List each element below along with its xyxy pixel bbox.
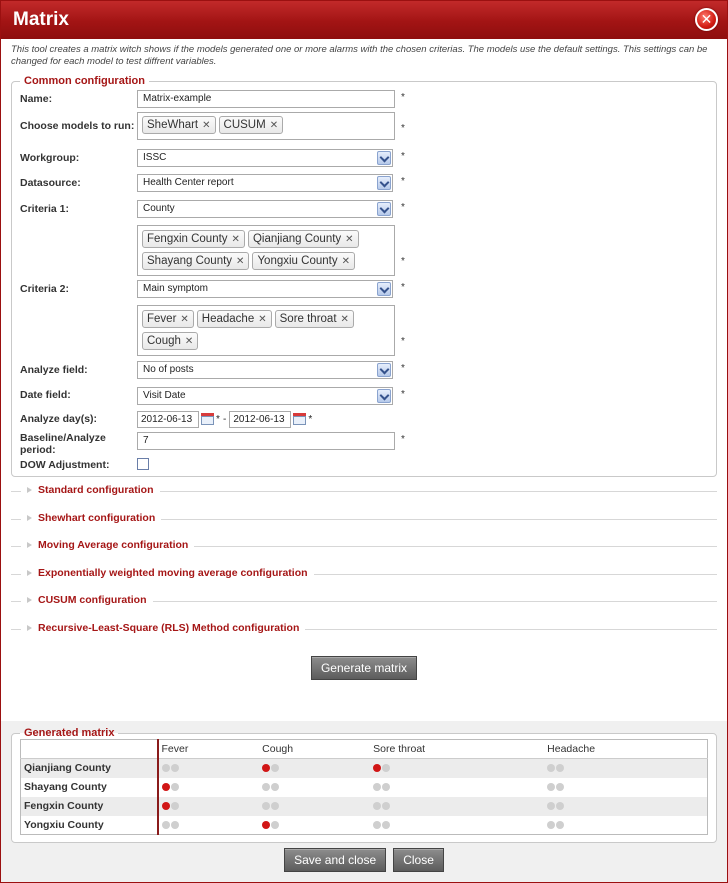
required-mark: * [401, 282, 405, 293]
alarm-dot-icon [162, 802, 170, 810]
name-input[interactable]: Matrix-example [137, 90, 395, 108]
section-title: Exponentially weighted moving average configuration [38, 566, 308, 579]
dialog-titlebar [1, 1, 727, 39]
chevron-down-icon[interactable] [377, 176, 391, 190]
section-standard[interactable] [11, 481, 717, 509]
no-alarm-dot-icon [262, 783, 270, 791]
remove-icon[interactable]: ✕ [341, 256, 350, 267]
chevron-down-icon[interactable] [377, 282, 391, 296]
expand-triangle-icon [27, 542, 32, 548]
criteria1-tag-label: Qianjiang County [252, 233, 342, 245]
no-alarm-dot-icon [547, 821, 555, 829]
criteria1-tag [248, 230, 359, 248]
section-moving-average[interactable] [11, 536, 717, 564]
matrix-cell [158, 797, 260, 816]
status-dot-icon [382, 783, 390, 791]
criteria2-tag-label: Cough [147, 335, 181, 347]
workgroup-label: Workgroup: [20, 152, 80, 164]
criteria2-select[interactable] [137, 280, 393, 298]
matrix-cell [544, 778, 707, 797]
required-mark: * [308, 414, 313, 425]
alarm-dot-icon [262, 764, 270, 772]
chevron-down-icon[interactable] [377, 202, 391, 216]
section-title: Recursive-Least-Square (RLS) Method configuration [38, 621, 300, 634]
status-dot-icon [271, 821, 279, 829]
section-shewhart[interactable] [11, 509, 717, 537]
close-button[interactable]: Close [393, 848, 444, 872]
close-icon[interactable]: ✕ [695, 8, 718, 31]
required-mark: * [401, 389, 405, 400]
no-alarm-dot-icon [547, 783, 555, 791]
status-dot-icon [556, 783, 564, 791]
criteria1-label: Criteria 1: [20, 203, 70, 215]
remove-icon[interactable]: ✕ [269, 120, 279, 131]
table-row [21, 759, 708, 778]
matrix-cell [370, 778, 544, 797]
section-label[interactable] [21, 512, 161, 524]
remove-icon[interactable]: ✕ [231, 234, 240, 245]
section-title: Moving Average configuration [38, 539, 189, 551]
workgroup-select[interactable] [137, 149, 393, 167]
chevron-down-icon[interactable] [377, 363, 391, 377]
column-header: Headache [544, 740, 707, 759]
common-configuration-legend: Common configuration [24, 75, 145, 87]
analyze-days-label: Analyze day(s): [20, 413, 98, 425]
matrix-cell [544, 816, 707, 835]
criteria2-tag-label: Fever [147, 313, 177, 325]
matrix-cell [544, 759, 707, 778]
matrix-cell [370, 759, 544, 778]
intro-text: This tool creates a matrix witch shows if the models generated one or more alarms with the chosen criterias. The models use the default settings. This settings can be changed for each model to test diffrent variables. [11, 44, 708, 67]
expand-triangle-icon [27, 597, 32, 603]
section-label[interactable] [21, 594, 153, 606]
section-label[interactable] [21, 567, 314, 579]
datasource-select[interactable] [137, 174, 393, 192]
criteria1-tag-label: Yongxiu County [257, 255, 338, 267]
matrix-cell [259, 778, 370, 797]
section-rls[interactable] [11, 619, 717, 647]
matrix-cell [370, 816, 544, 835]
required-mark: * [401, 363, 405, 374]
analyze-field-label: Analyze field: [20, 364, 88, 376]
criteria1-tag-label: Shayang County [147, 255, 233, 267]
criteria1-tag [142, 252, 249, 270]
section-label[interactable] [21, 539, 194, 551]
table-row [21, 797, 708, 816]
criteria2-tag [142, 310, 194, 328]
matrix-cell [259, 816, 370, 835]
no-alarm-dot-icon [162, 764, 170, 772]
common-configuration [11, 75, 717, 477]
expand-triangle-icon [27, 570, 32, 576]
status-dot-icon [271, 764, 279, 772]
date-from-input[interactable]: 2012-06-13 [137, 411, 199, 428]
criteria2-tag-label: Sore throat [279, 313, 337, 325]
matrix-cell [158, 778, 260, 797]
matrix-cell [259, 797, 370, 816]
calendar-icon[interactable] [293, 413, 306, 425]
expand-triangle-icon [27, 625, 32, 631]
expand-triangle-icon [27, 515, 32, 521]
date-separator: - [222, 414, 227, 425]
table-header-row [21, 740, 708, 759]
dialog-content [1, 39, 727, 721]
date-field-value: Visit Date [143, 390, 186, 401]
dialog-title: Matrix [13, 9, 69, 30]
criteria1-tag-label: Fengxin County [147, 233, 228, 245]
analyze-field-value: No of posts [143, 364, 194, 375]
alarm-dot-icon [162, 783, 170, 791]
matrix-cell [158, 759, 260, 778]
generate-matrix-button[interactable]: Generate matrix [311, 656, 417, 680]
row-header: Shayang County [21, 778, 158, 797]
analyze-field-select[interactable] [137, 361, 393, 379]
remove-icon[interactable]: ✕ [340, 314, 349, 325]
date-to-input[interactable]: 2012-06-13 [229, 411, 291, 428]
date-field-select[interactable] [137, 387, 393, 405]
criteria2-multiselect[interactable] [137, 305, 395, 356]
models-multiselect[interactable] [137, 112, 395, 140]
column-header: Cough [259, 740, 370, 759]
criteria2-tag [275, 310, 354, 328]
status-dot-icon [271, 783, 279, 791]
status-dot-icon [171, 821, 179, 829]
row-header: Qianjiang County [21, 759, 158, 778]
criteria2-tag-label: Headache [201, 313, 255, 325]
section-label[interactable] [21, 484, 160, 496]
required-mark: * [401, 256, 405, 267]
matrix-cell [370, 797, 544, 816]
row-header: Yongxiu County [21, 816, 158, 835]
criteria2-tag [142, 332, 198, 350]
status-dot-icon [382, 764, 390, 772]
chevron-down-icon[interactable] [377, 389, 391, 403]
remove-icon[interactable]: ✕ [345, 234, 354, 245]
models-label: Choose models to run: [20, 120, 135, 132]
datasource-value: Health Center report [143, 177, 234, 188]
datasource-label: Datasource: [20, 177, 81, 189]
no-alarm-dot-icon [373, 802, 381, 810]
date-field-label: Date field: [20, 389, 71, 401]
model-tag [142, 116, 216, 134]
status-dot-icon [382, 821, 390, 829]
no-alarm-dot-icon [547, 764, 555, 772]
required-mark: * [216, 414, 220, 425]
required-mark: * [401, 123, 405, 134]
model-tag-label: SheWhart [147, 119, 199, 131]
section-label[interactable] [21, 622, 305, 634]
generated-matrix [11, 727, 717, 843]
status-dot-icon [171, 783, 179, 791]
calendar-icon[interactable] [201, 413, 214, 425]
required-mark: * [401, 434, 405, 445]
workgroup-value: ISSC [143, 152, 167, 163]
baseline-input[interactable]: 7 [137, 432, 395, 450]
status-dot-icon [556, 802, 564, 810]
expand-triangle-icon [27, 487, 32, 493]
criteria2-value: Main symptom [143, 283, 209, 294]
status-dot-icon [171, 764, 179, 772]
model-tag-label: CUSUM [223, 119, 266, 131]
alarm-dot-icon [262, 821, 270, 829]
no-alarm-dot-icon [373, 821, 381, 829]
section-title: Standard configuration [38, 484, 154, 496]
required-mark: * [401, 202, 405, 213]
baseline-label: Baseline/Analyze period: [20, 432, 106, 456]
required-mark: * [401, 336, 405, 347]
remove-icon[interactable]: ✕ [184, 336, 194, 347]
generated-matrix-legend: Generated matrix [24, 727, 115, 739]
status-dot-icon [556, 821, 564, 829]
matrix-cell [158, 816, 260, 835]
no-alarm-dot-icon [162, 821, 170, 829]
criteria1-select[interactable] [137, 200, 393, 218]
required-mark: * [401, 151, 405, 162]
column-header: Sore throat [370, 740, 544, 759]
no-alarm-dot-icon [262, 802, 270, 810]
matrix-table [20, 739, 708, 835]
criteria1-tag [252, 252, 355, 270]
section-title: Shewhart configuration [38, 511, 156, 524]
column-header: Fever [158, 740, 260, 759]
matrix-cell [259, 759, 370, 778]
status-dot-icon [171, 802, 179, 810]
dialog-footer [1, 848, 727, 872]
alarm-dot-icon [373, 764, 381, 772]
name-label: Name: [20, 93, 53, 105]
criteria1-multiselect[interactable] [137, 225, 395, 276]
dow-checkbox[interactable] [137, 458, 149, 470]
status-dot-icon [382, 802, 390, 810]
save-and-close-button[interactable]: Save and close [284, 848, 386, 872]
dow-label: DOW Adjustment: [20, 459, 110, 471]
corner-cell [21, 740, 158, 759]
section-ewma[interactable] [11, 564, 717, 592]
lower-panel [1, 721, 727, 843]
remove-icon[interactable]: ✕ [202, 120, 211, 131]
chevron-down-icon[interactable] [377, 151, 391, 165]
status-dot-icon [271, 802, 279, 810]
table-row [21, 778, 708, 797]
remove-icon[interactable]: ✕ [236, 256, 245, 267]
status-dot-icon [556, 764, 564, 772]
section-cusum[interactable] [11, 591, 717, 619]
required-mark: * [401, 92, 405, 103]
remove-icon[interactable]: ✕ [258, 314, 267, 325]
criteria1-tag [142, 230, 245, 248]
remove-icon[interactable]: ✕ [180, 314, 189, 325]
no-alarm-dot-icon [547, 802, 555, 810]
section-title: CUSUM configuration [38, 594, 147, 606]
matrix-cell [544, 797, 707, 816]
criteria2-label: Criteria 2: [20, 283, 70, 295]
criteria2-tag [197, 310, 272, 328]
table-row [21, 816, 708, 835]
required-mark: * [401, 176, 405, 187]
model-tag [219, 116, 284, 134]
criteria1-value: County [143, 203, 175, 214]
row-header: Fengxin County [21, 797, 158, 816]
no-alarm-dot-icon [373, 783, 381, 791]
